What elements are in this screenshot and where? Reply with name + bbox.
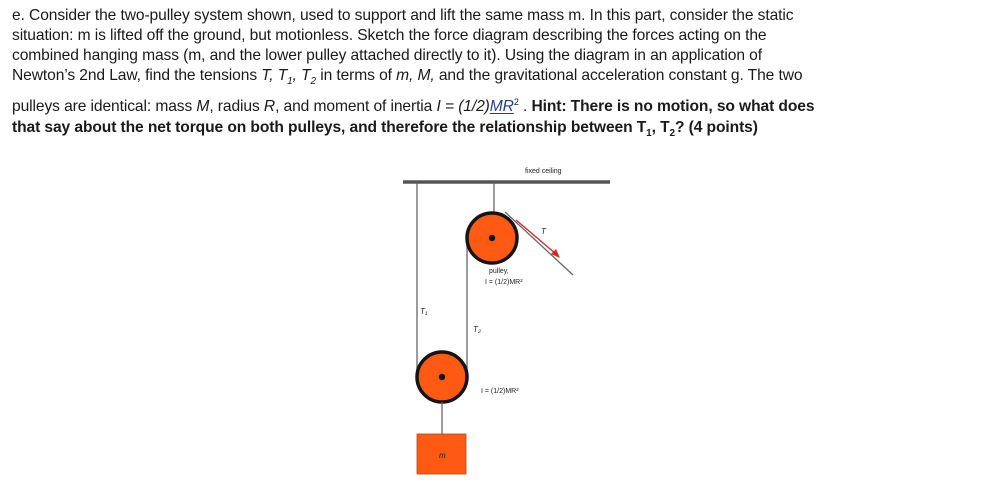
hint-text: , T [651,118,670,136]
hint-text: ? (4 points) [675,118,758,136]
upper-pulley [467,213,517,263]
hint-text: that say about the net torque on both pulleys, and therefore the relationship between T [12,118,647,136]
pulley-inertia-label: I = (1/2)MR² [485,279,523,286]
ceiling-label: fixed ceiling [525,168,562,175]
subscript: 1 [287,76,293,88]
text-fragment: Newton’s 2nd Law, find the tensions [12,67,262,85]
inertia-formula-mr: MR [489,98,514,116]
pulley-label: pulley, [489,268,509,275]
text-fragment: . [518,98,532,116]
variable-M: M [196,98,210,116]
question-line-1: e. Consider the two-pulley system shown, used to support and lift the same mass m. In this part, consider the static [12,7,794,24]
question-line-3: combined hanging mass (m, and the lower pulley attached directly to it). Using the diagram in an application of [12,47,762,65]
question-line-5 [12,92,987,117]
tension-label-t1: T₁ [420,307,428,316]
subscript: 2 [310,76,316,88]
subscript: 2 [669,127,675,139]
variable-R: R [263,98,276,116]
question-line-4 [12,66,987,92]
text-fragment: pulleys are identical: mass [12,98,197,116]
text-fragment: , and moment of inertia [275,98,437,116]
tension-variables: , T [292,67,311,85]
text-fragment: , radius [209,98,264,116]
superscript: 2 [513,97,519,108]
lower-pulley [417,352,467,402]
question-line-2: situation: m is lifted off the ground, but motionless. Sketch the force diagram describing the forces acting on the [12,27,767,45]
hint-text: Hint: There is no motion, so what does [531,98,815,116]
text-fragment: in terms of [315,67,397,85]
question-text [12,6,987,144]
tension-variables: T, T [261,67,288,85]
tension-arrow [516,220,560,258]
subscript: 1 [646,127,652,139]
mass-variables: m, M, [396,67,435,85]
inertia-formula: I = (1/2) [436,98,490,116]
question-line-6 [12,118,987,144]
pulley-diagram [395,164,615,482]
text-fragment: and the gravitational acceleration constant g. The two [434,67,803,85]
tension-label-t: T [541,227,546,236]
tension-label-t2: T₂ [473,325,481,334]
mass-label: m [439,451,446,460]
lower-pulley-inertia-label: I = (1/2)MR² [481,388,519,395]
